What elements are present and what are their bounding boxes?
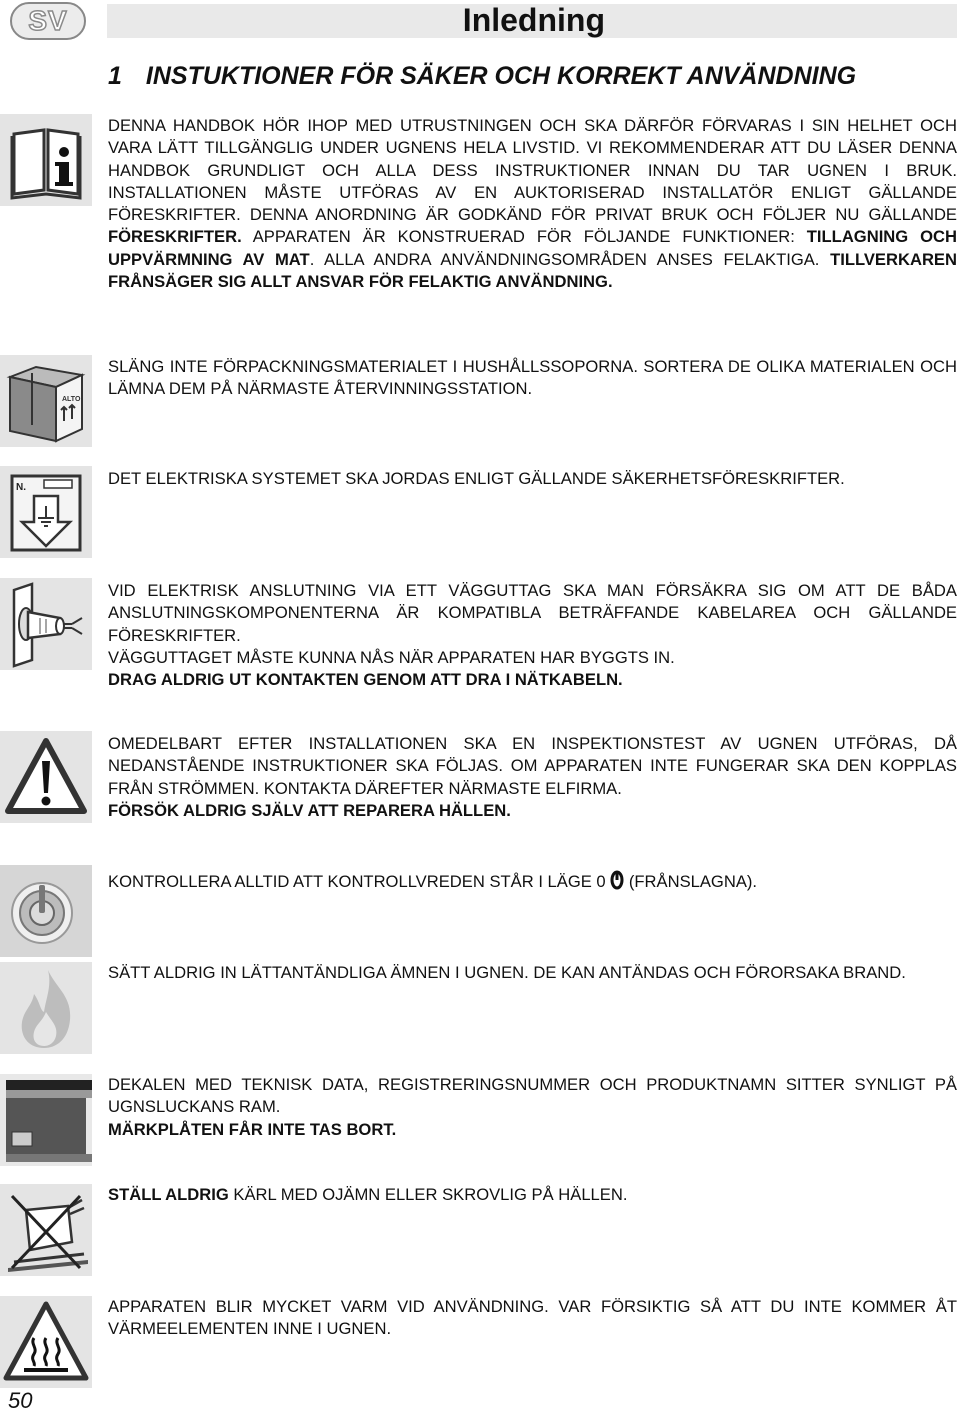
- packaging-box-icon: [0, 355, 92, 447]
- language-code: SV: [28, 5, 68, 36]
- ground-connection-icon: [0, 466, 92, 558]
- crossed-pot-icon: [0, 1184, 92, 1276]
- intro-bold-3: TILLVERKAREN FRÅNSÄGER SIG ALLT ANSVAR FÖR FELAKTIG ANVÄNDNING.: [108, 249, 957, 292]
- page-number: 50: [8, 1388, 33, 1413]
- fire-paragraph: [108, 962, 957, 984]
- inspection-text-1: OMEDELBART EFTER INSTALLATIONEN SKA EN INSPEKTIONSTEST AV UGNEN UTFÖRAS, DÅ NEDANSTÅENDE INSTRUKTIONER SKA FÖLJAS. OM APPARATEN INTE FUNGERAR SKA DEN KOPPLAS FRÅN STRÖMMEN. KONTAKTA DÄREFTER NÄRMASTE ELFIRMA.: [108, 734, 957, 798]
- pot-text-bold: STÄLL ALDRIG: [108, 1185, 229, 1204]
- rating-plate-text-1: DEKALEN MED TEKNISK DATA, REGISTRERINGSNUMMER OCH PRODUKTNAMN SITTER SYNLIGT PÅ UGNSLUCKANS RAM.: [108, 1075, 957, 1117]
- intro-bold-2: TILLAGNING OCH UPPVÄRMNING AV MAT: [108, 227, 957, 269]
- off-position-icon: [610, 870, 624, 890]
- pot-paragraph: [108, 1184, 957, 1206]
- hot-paragraph: [108, 1296, 957, 1341]
- hot-surface-icon: [0, 1296, 92, 1388]
- intro-bold-1: FÖRESKRIFTER.: [108, 227, 242, 247]
- warning-triangle-icon: [0, 731, 92, 823]
- section-title: [108, 62, 856, 91]
- packaging-paragraph: [108, 356, 957, 401]
- intro-text-2: APPARATEN ÄR KONSTRUERAD FÖR FÖLJANDE FUNKTIONER:: [241, 227, 807, 247]
- box-label: ALTO: [62, 396, 81, 403]
- control-knob-icon: [0, 865, 92, 957]
- inspection-text-2: FÖRSÖK ALDRIG SJÄLV ATT REPARERA HÄLLEN.: [108, 800, 511, 820]
- header-bar: [107, 4, 957, 38]
- pot-text-rest: KÄRL MED OJÄMN ELLER SKROVLIG PÅ HÄLLEN.: [228, 1185, 628, 1204]
- intro-paragraph: [108, 115, 957, 293]
- knob-text-2: (FRÅNSLAGNA).: [624, 872, 758, 891]
- flame-icon: [0, 962, 92, 1054]
- oven-door-icon: [0, 1074, 92, 1166]
- intro-text-1: DENNA HANDBOK HÖR IHOP MED UTRUSTNINGEN OCH SKA DÄRFÖR FÖRVARAS I SIN HELHET OCH VARA LÄTT TILLGÄNGLIG UNDER UGNENS HELA LIVSTID. VI REKOMMENDERAR ATT DU LÄSER DENNA HANDBOK GRUNDLIGT OCH ALLA DESS INSTRUKTIONER INNAN DU TAR UGNEN I BRUK. INSTALLATIONEN MÅSTE UTFÖRAS AV EN AUKTORISERAD INSTALLATÖR ENLIGT GÄLLANDE FÖRESKRIFTER. DENNA ANORDNING ÄR GODKÄND FÖR PRIVAT BRUK OCH FÖLJER NU GÄLLANDE: [108, 116, 957, 225]
- section-title-text: INSTUKTIONER FÖR SÄKER OCH KORREKT ANVÄNDNING: [145, 62, 857, 90]
- rating-plate-text-2: MÄRKPLÅTEN FÅR INTE TAS BORT.: [108, 1119, 397, 1139]
- plug-text-3: DRAG ALDRIG UT KONTAKTEN GENOM ATT DRA I NÄTKABELN.: [108, 670, 623, 690]
- ground-paragraph: [108, 468, 957, 490]
- manual-info-icon: [0, 114, 92, 206]
- ground-text: DET ELEKTRISKA SYSTEMET SKA JORDAS ENLIGT GÄLLANDE SÄKERHETSFÖRESKRIFTER.: [108, 469, 845, 488]
- inspection-paragraph: [108, 733, 957, 822]
- plug-text-1: VID ELEKTRISK ANSLUTNING VIA ETT VÄGGUTTAG SKA MAN FÖRSÄKRA SIG OM ATT DE BÅDA ANSLUTNINGSKOMPONENTERNA ÄR KOMPATIBLA BETRÄFFANDE KABELAREA OCH GÄLLANDE FÖRESKRIFTER.: [108, 581, 957, 645]
- plug-paragraph: [108, 580, 957, 691]
- knob-text-1: KONTROLLERA ALLTID ATT KONTROLLVREDEN STÅR I LÄGE 0: [108, 872, 611, 891]
- language-badge: [10, 2, 86, 40]
- hot-text: APPARATEN BLIR MYCKET VARM VID ANVÄNDNING. VAR FÖRSIKTIG SÅ ATT DU INTE KOMMER ÅT VÄRMEELEMENTEN INNE I UGNEN.: [108, 1297, 957, 1339]
- knob-paragraph: [108, 870, 957, 893]
- packaging-text: SLÄNG INTE FÖRPACKNINGSMATERIALET I HUSHÅLLSSOPORNA. SORTERA DE OLIKA MATERIALEN OCH LÄMNA DEM PÅ NÄRMASTE ÅTERVINNINGSSTATION.: [108, 357, 957, 399]
- page-title: Inledning: [462, 2, 605, 38]
- intro-text-3: . ALLA ANDRA ANVÄNDNINGSOMRÅDEN ANSES FELAKTIGA.: [309, 249, 831, 269]
- rating-plate-paragraph: [108, 1074, 957, 1141]
- fire-text: SÄTT ALDRIG IN LÄTTANTÄNDLIGA ÄMNEN I UGNEN. DE KAN ANTÄNDAS OCH FÖRORSAKA BRAND.: [108, 963, 906, 982]
- plug-text-2: VÄGGUTTAGET MÅSTE KUNNA NÅS NÄR APPARATEN HAR BYGGTS IN.: [108, 647, 675, 667]
- section-number: 1: [108, 62, 122, 90]
- wall-plug-icon: [0, 578, 92, 670]
- ground-label: N.: [16, 482, 26, 493]
